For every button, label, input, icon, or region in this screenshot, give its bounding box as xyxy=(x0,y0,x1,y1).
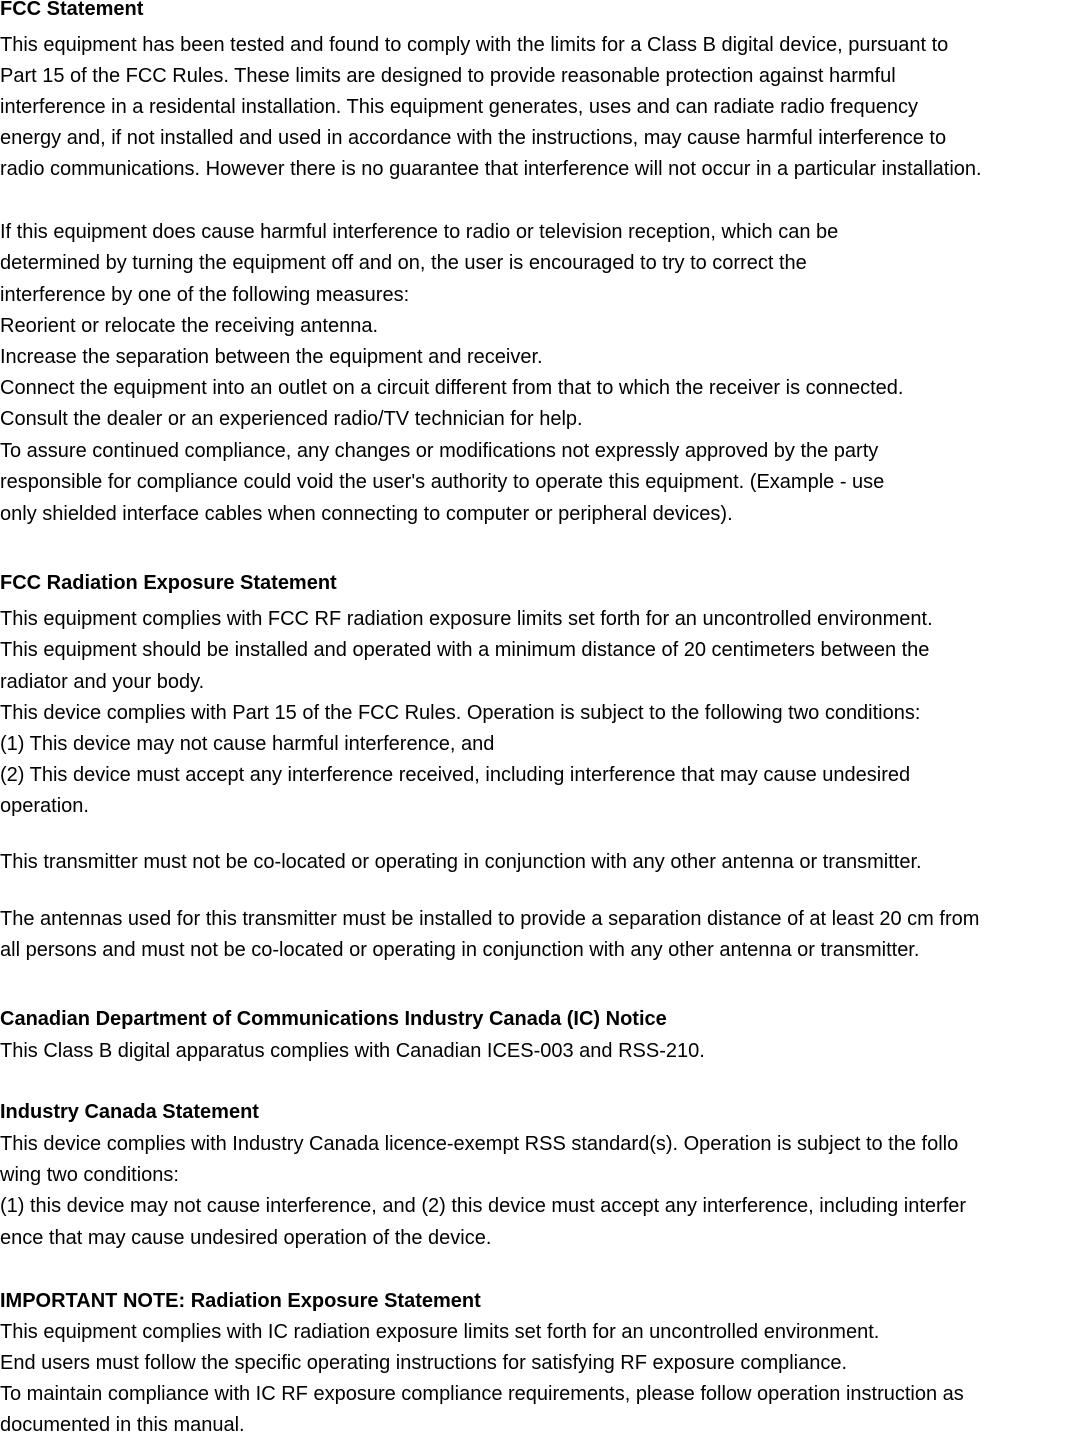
fcc-measure-item: Connect the equipment into an outlet on a circuit different from that to which the receiver is connected. xyxy=(0,377,904,399)
fcc-antenna-line: The antennas used for this transmitter must be installed to provide a separation distance of at least 20 cm from xyxy=(0,908,980,930)
fcc-measure-item: Consult the dealer or an experienced radio/TV technician for help. xyxy=(0,408,583,430)
fcc-para1-line: radio communications. However there is no guarantee that interference will not occur in a particular installation. xyxy=(0,158,982,180)
fcc-para2-line: If this equipment does cause harmful interference to radio or television reception, which can be xyxy=(0,221,839,243)
fcc-radiation-line: (1) This device may not cause harmful interference, and xyxy=(0,733,495,755)
important-note-line: To maintain compliance with IC RF exposure compliance requirements, please follow operation instruction as xyxy=(0,1383,964,1405)
fcc-measure-item: Reorient or relocate the receiving antenna. xyxy=(0,315,379,337)
fcc-radiation-line: radiator and your body. xyxy=(0,671,205,693)
ic-notice-line: This Class B digital apparatus complies with Canadian ICES-003 and RSS-210. xyxy=(0,1040,705,1062)
ic-notice-heading: Canadian Department of Communications Industry Canada (IC) Notice xyxy=(0,1008,667,1030)
fcc-radiation-line: This device complies with Part 15 of the FCC Rules. Operation is subject to the following two conditions: xyxy=(0,702,921,724)
fcc-para1-line: This equipment has been tested and found to comply with the limits for a Class B digital device, pursuant to xyxy=(0,34,949,56)
fcc-para2-line: only shielded interface cables when connecting to computer or peripheral devices). xyxy=(0,503,733,525)
fcc-para1-line: interference in a residental installation. This equipment generates, uses and can radiate radio frequency xyxy=(0,96,918,118)
important-note-line: documented in this manual. xyxy=(0,1414,245,1436)
fcc-measure-item: Increase the separation between the equipment and receiver. xyxy=(0,346,543,368)
fcc-radiation-line: operation. xyxy=(0,795,89,817)
fcc-antenna-line: all persons and must not be co-located or operating in conjunction with any other antenna or transmitter. xyxy=(0,939,920,961)
ic-statement-line: wing two conditions: xyxy=(0,1164,179,1186)
fcc-radiation-heading: FCC Radiation Exposure Statement xyxy=(0,572,337,594)
important-note-heading: IMPORTANT NOTE: Radiation Exposure Statement xyxy=(0,1290,481,1312)
ic-statement-line: ence that may cause undesired operation of the device. xyxy=(0,1227,492,1249)
fcc-para2-line: To assure continued compliance, any changes or modifications not expressly approved by the party xyxy=(0,440,879,462)
fcc-transmitter-line: This transmitter must not be co-located or operating in conjunction with any other antenna or transmitter. xyxy=(0,851,922,873)
fcc-radiation-line: (2) This device must accept any interference received, including interference that may cause undesired xyxy=(0,764,911,786)
fcc-para1-line: energy and, if not installed and used in accordance with the instructions, may cause harmful interference to xyxy=(0,127,947,149)
ic-statement-line: This device complies with Industry Canada licence-exempt RSS standard(s). Operation is subject to the follo xyxy=(0,1133,959,1155)
fcc-radiation-line: This equipment should be installed and operated with a minimum distance of 20 centimeters between the xyxy=(0,639,930,661)
important-note-line: This equipment complies with IC radiation exposure limits set forth for an uncontrolled environment. xyxy=(0,1321,880,1343)
ic-statement-heading: Industry Canada Statement xyxy=(0,1101,259,1123)
ic-statement-line: (1) this device may not cause interference, and (2) this device must accept any interference, including interfer xyxy=(0,1195,967,1217)
fcc-radiation-line: This equipment complies with FCC RF radiation exposure limits set forth for an uncontrolled environment. xyxy=(0,608,933,630)
fcc-statement-heading: FCC Statement xyxy=(0,0,144,20)
fcc-para2-line: interference by one of the following measures: xyxy=(0,284,410,306)
important-note-line: End users must follow the specific operating instructions for satisfying RF exposure compliance. xyxy=(0,1352,848,1374)
fcc-para2-line: determined by turning the equipment off and on, the user is encouraged to try to correct the xyxy=(0,252,807,274)
fcc-para2-line: responsible for compliance could void the user's authority to operate this equipment. (Example - use xyxy=(0,471,885,493)
fcc-para1-line: Part 15 of the FCC Rules. These limits are designed to provide reasonable protection against harmful xyxy=(0,65,896,87)
